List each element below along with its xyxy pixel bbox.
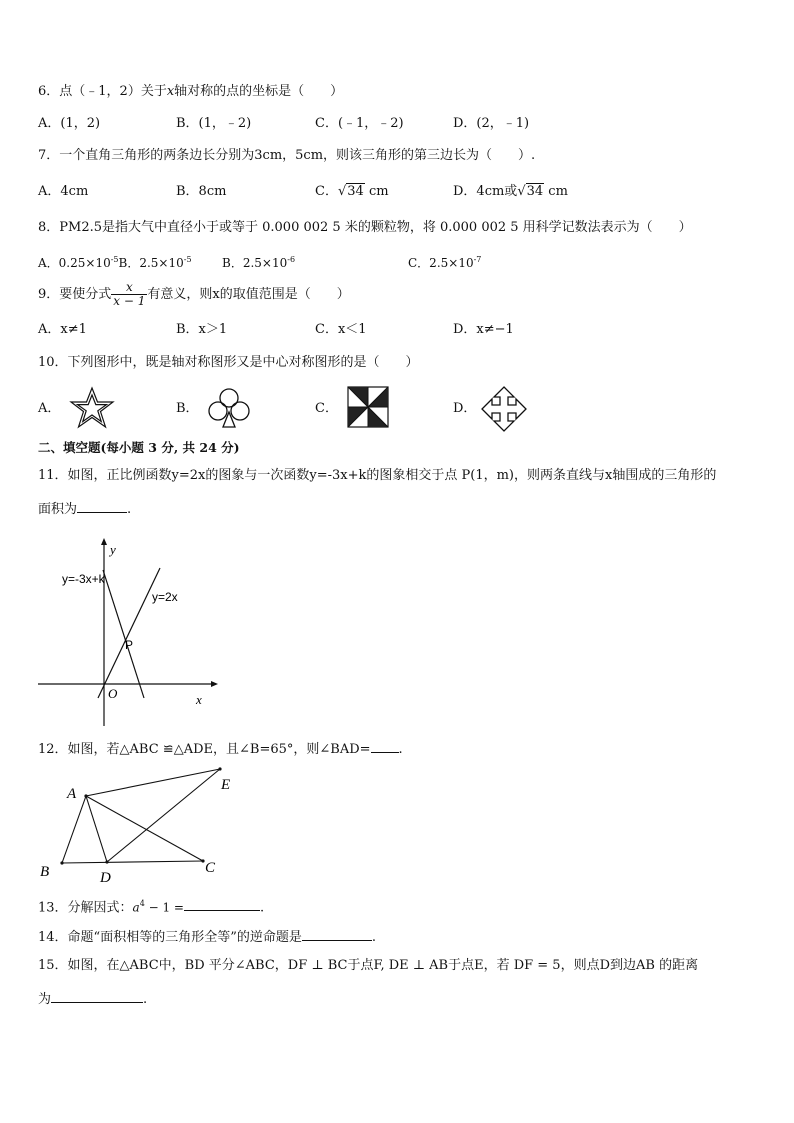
point-b-label: B — [40, 864, 50, 880]
q7-option-c: C．√34 cm — [315, 184, 389, 199]
q12-answer-blank[interactable] — [371, 740, 399, 753]
q9-stem — [38, 280, 350, 310]
star-figure — [68, 386, 116, 430]
q8-c-exp: -7 — [473, 255, 482, 264]
q8-a-tail: B．2.5×10 — [118, 256, 184, 270]
q14-answer-blank[interactable] — [302, 928, 372, 941]
q10-label-d: D． — [453, 401, 477, 416]
q10-label-b: B． — [176, 401, 199, 416]
q9-option-b: B．x＞1 — [176, 322, 228, 337]
point-a-label: A — [67, 786, 77, 802]
q14-end: . — [371, 930, 376, 945]
section-title: 二、填空题(每小题 3 分, 共 24 分) — [38, 440, 240, 455]
q8-option-a — [38, 252, 192, 271]
q7-d-unit: cm — [548, 184, 568, 199]
q13-exp: 4 — [139, 899, 145, 908]
q6-option-a: A．(1，2) — [38, 116, 101, 131]
q12-stem-text: 12．如图，若△ABC ≌△ADE，且∠B=65°，则∠BAD= — [38, 742, 371, 757]
q8-b-exp: -6 — [287, 255, 296, 264]
q6-option-c: C．(﹣1，﹣2) — [315, 116, 404, 131]
graph-x-label: x — [196, 692, 202, 707]
q12-figure — [0, 760, 260, 885]
q15-line2 — [38, 990, 147, 1008]
q7-option-b: B．8cm — [176, 184, 227, 199]
graph-line1-label: y=-3x+k — [62, 572, 105, 586]
q13-end: . — [259, 900, 265, 916]
q14-stem — [38, 928, 376, 946]
point-c-label: C — [205, 860, 216, 876]
q10-stem: 10．下列图形中，既是轴对称图形又是中心对称图形的是（ ） — [38, 355, 419, 370]
q11-line2 — [38, 500, 131, 518]
q6-stem-b: 轴对称的点的坐标是（ ） — [174, 84, 344, 99]
q10-label-c: C． — [315, 401, 338, 416]
q9-option-c: C．x＜1 — [315, 322, 367, 337]
point-d-label: D — [100, 870, 111, 886]
q7-stem: 7．一个直角三角形的两条边长分别为3cm，5cm，则该三角形的第三边长为（ ）. — [38, 148, 536, 163]
q7-d-prefix: D．4cm或 — [453, 184, 518, 199]
q7-option-d: D．4cm或√34 cm — [453, 184, 568, 199]
four-way-arrow-figure — [481, 386, 527, 432]
q9-stem-b: 有意义，则x的取值范围是（ ） — [147, 287, 350, 302]
q11-line2-text: 面积为 — [38, 502, 78, 517]
club-figure — [206, 386, 252, 430]
q8-a-exp: -5 — [110, 255, 119, 264]
q9-option-a: A．x≠1 — [38, 322, 87, 337]
q13-expr-tail: − 1 = — [144, 900, 184, 915]
q11-graph — [0, 530, 260, 740]
q9-fraction — [111, 281, 147, 308]
q8-c-text: C．2.5×10 — [408, 256, 474, 270]
q13-answer-blank[interactable] — [184, 898, 260, 911]
graph-y-label: y — [110, 542, 116, 557]
q7-c-radicand: 34 — [347, 184, 364, 199]
q10-label-a: A． — [38, 401, 61, 416]
pinwheel-figure — [345, 384, 391, 430]
q11-line1: 11．如图，正比例函数y=2x的图象与一次函数y=-3x+k的图象相交于点 P(1，m)，则两条直线与x轴围成的三角形的 — [38, 468, 717, 483]
q6-stem-var: x — [166, 84, 175, 99]
q8-b-text: B．2.5×10 — [222, 256, 288, 270]
q8-option-b — [222, 252, 295, 271]
q13-stem-text: 13．分解因式： — [38, 900, 133, 916]
q12-stem — [38, 740, 403, 758]
q9-stem-a: 9．要使分式 — [38, 287, 112, 302]
q8-a-tail-exp: -5 — [183, 255, 192, 264]
q11-line2-end: . — [127, 502, 132, 517]
q7-c-prefix: C． — [315, 184, 338, 199]
q14-stem-text: 14．命题“面积相等的三角形全等”的逆命题是 — [38, 930, 302, 945]
q7-d-radicand: 34 — [526, 184, 544, 199]
q7-option-a: A．4cm — [38, 184, 89, 199]
q6-stem — [38, 84, 343, 100]
graph-line2-label: y=2x — [152, 590, 178, 604]
q6-option-d: D．(2，﹣1) — [453, 116, 530, 131]
q13-stem — [38, 896, 264, 916]
q13-expr: a — [132, 900, 140, 915]
q15-answer-blank[interactable] — [51, 990, 143, 1003]
point-e-label: E — [221, 777, 231, 793]
q15-end: . — [143, 992, 148, 1007]
q8-stem: 8．PM2.5是指大气中直径小于或等于 0.000 002 5 米的颗粒物，将 0.000 002 5 用科学记数法表示为（ ） — [38, 220, 692, 235]
q6-stem-a: 6．点（﹣1，2）关于 — [38, 84, 167, 99]
q6-option-b: B．(1，﹣2) — [176, 116, 252, 131]
q9-frac-den: x − 1 — [113, 294, 146, 308]
q8-a-text: A．0.25×10 — [38, 256, 111, 270]
q15-line1: 15．如图，在△ABC中，BD 平分∠ABC，DF ⊥ BC于点F, DE ⊥ AB于点E，若 DF = 5，则点D到边AB 的距离 — [38, 958, 699, 973]
q11-answer-blank[interactable] — [77, 500, 127, 513]
q15-line2-text: 为 — [38, 992, 52, 1007]
graph-origin-label: O — [108, 686, 118, 701]
q12-stem-end: . — [398, 742, 403, 757]
q9-frac-num: x — [111, 281, 147, 295]
q8-option-c — [408, 252, 481, 271]
q7-c-unit: cm — [368, 184, 389, 199]
graph-point-label: P — [125, 638, 134, 652]
q9-option-d: D．x≠−1 — [453, 322, 514, 337]
